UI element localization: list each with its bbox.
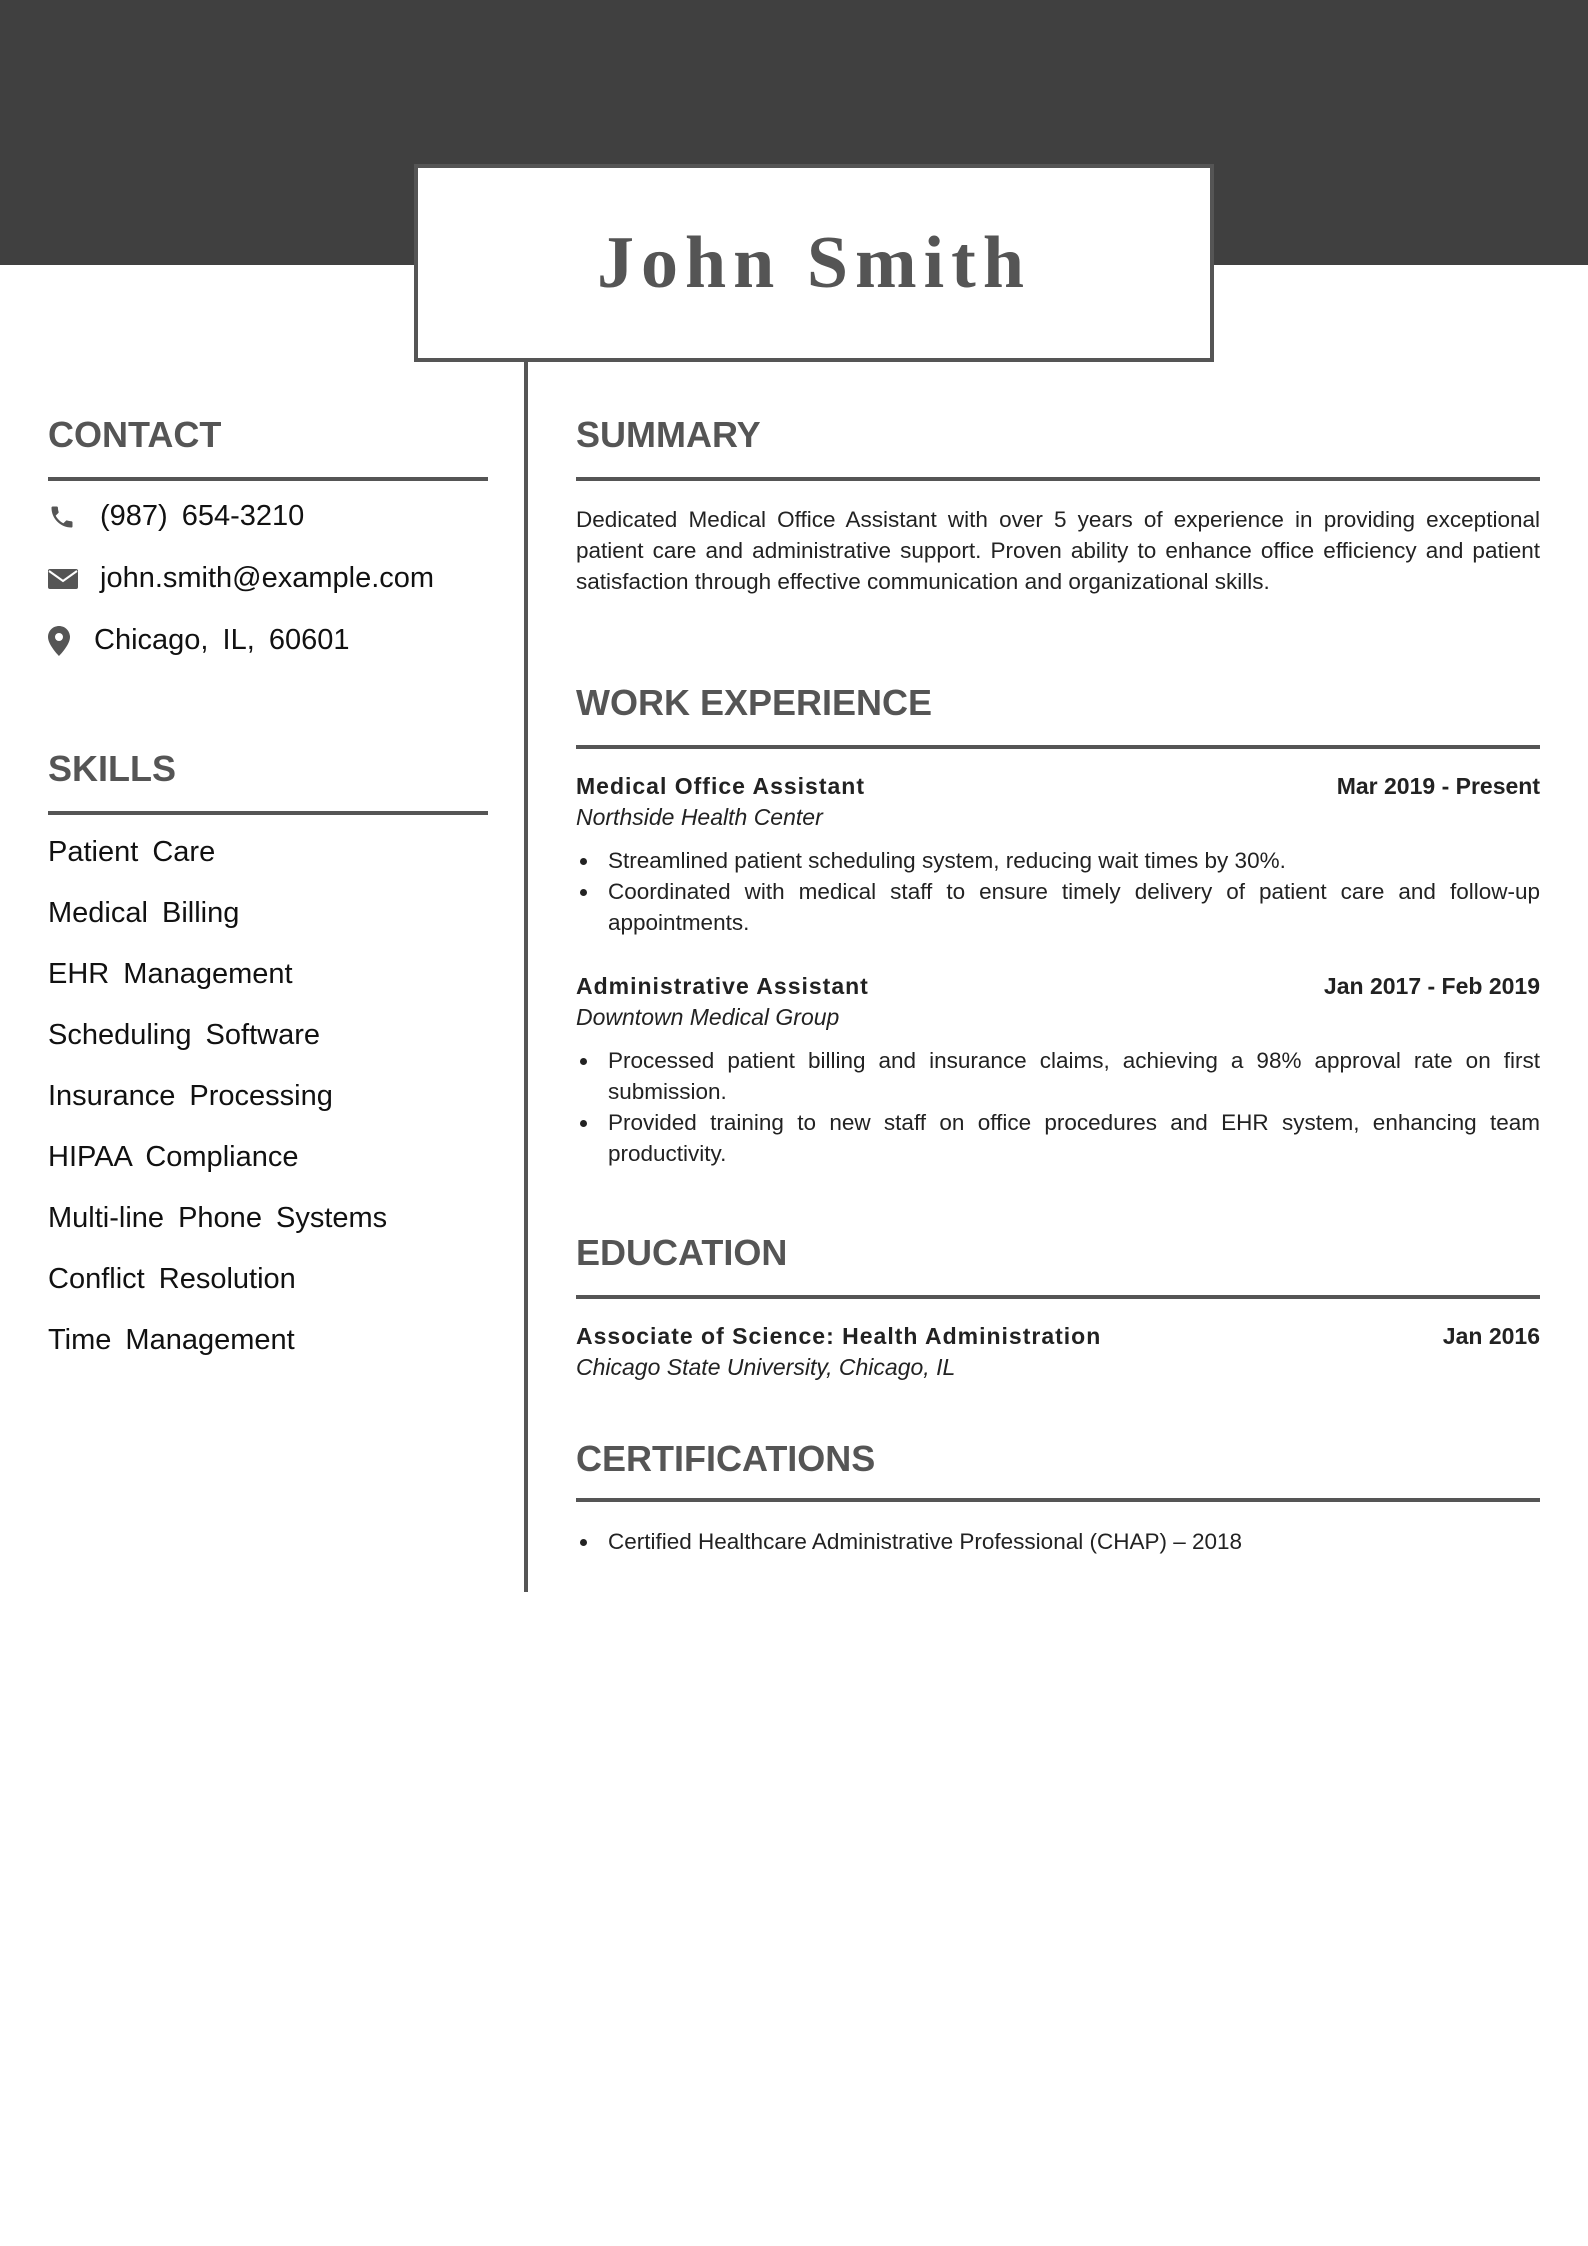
job-dates: Mar 2019 - Present bbox=[1336, 773, 1540, 799]
skills-heading: SKILLS bbox=[48, 748, 177, 789]
degree-date: Jan 2016 bbox=[1442, 1323, 1540, 1349]
map-pin-icon bbox=[48, 626, 94, 656]
certifications-heading: CERTIFICATIONS bbox=[576, 1438, 876, 1479]
skills-rule bbox=[48, 811, 488, 815]
job-bullet: Streamlined patient scheduling system, reducing wait times by 30%. bbox=[576, 845, 1540, 876]
name-box bbox=[414, 164, 1214, 362]
experience-rule bbox=[576, 745, 1540, 749]
contact-phone[interactable]: (987) 654-3210 bbox=[100, 500, 305, 532]
skill-item: Conflict Resolution bbox=[48, 1263, 296, 1295]
skill-item: Medical Billing bbox=[48, 897, 240, 929]
summary-heading: SUMMARY bbox=[576, 414, 761, 455]
job-bullets bbox=[576, 1045, 1540, 1169]
contact-phone-row bbox=[48, 500, 304, 533]
skill-item: HIPAA Compliance bbox=[48, 1141, 299, 1173]
job-bullet: Processed patient billing and insurance claims, achieving a 98% approval rate on first submission. bbox=[576, 1045, 1540, 1107]
contact-rule bbox=[48, 477, 488, 481]
education-rule bbox=[576, 1295, 1540, 1299]
job-organization: Northside Health Center bbox=[576, 804, 823, 830]
contact-heading: CONTACT bbox=[48, 414, 222, 455]
candidate-name: John Smith bbox=[597, 221, 1031, 304]
job-bullet: Coordinated with medical staff to ensure timely delivery of patient care and follow-up appointments. bbox=[576, 876, 1540, 938]
summary-text: Dedicated Medical Office Assistant with over 5 years of experience in providing exceptional patient care and administrative support. Proven ability to enhance office efficiency and patient satisfaction through effective communication and organizational skills. bbox=[576, 507, 1540, 594]
experience-heading: WORK EXPERIENCE bbox=[576, 682, 933, 723]
job-bullets bbox=[576, 845, 1540, 938]
skill-item: Scheduling Software bbox=[48, 1019, 320, 1051]
education-heading: EDUCATION bbox=[576, 1232, 788, 1273]
skill-item: Patient Care bbox=[48, 836, 216, 868]
certifications-rule bbox=[576, 1498, 1540, 1502]
contact-email-row bbox=[48, 562, 434, 595]
certification-item: Certified Healthcare Administrative Professional (CHAP) – 2018 bbox=[576, 1526, 1540, 1557]
job-dates: Jan 2017 - Feb 2019 bbox=[1323, 973, 1540, 999]
job-title: Medical Office Assistant bbox=[576, 773, 866, 799]
skill-item: Multi-line Phone Systems bbox=[48, 1202, 388, 1234]
skill-item: EHR Management bbox=[48, 958, 293, 990]
contact-location-row bbox=[48, 624, 349, 657]
column-divider bbox=[524, 362, 528, 1592]
contact-email[interactable]: john.smith@example.com bbox=[100, 562, 435, 594]
contact-location: Chicago, IL, 60601 bbox=[94, 624, 350, 656]
job-bullet: Provided training to new staff on office procedures and EHR system, enhancing team productivity. bbox=[576, 1107, 1540, 1169]
summary-rule bbox=[576, 477, 1540, 481]
job-organization: Downtown Medical Group bbox=[576, 1004, 840, 1030]
envelope-icon bbox=[48, 567, 100, 591]
skill-item: Insurance Processing bbox=[48, 1080, 333, 1112]
phone-icon bbox=[48, 503, 100, 531]
degree-title: Associate of Science: Health Administration bbox=[576, 1323, 1102, 1349]
skill-item: Time Management bbox=[48, 1324, 295, 1356]
job-title: Administrative Assistant bbox=[576, 973, 869, 999]
certification-list bbox=[576, 1526, 1540, 1557]
school-name: Chicago State University, Chicago, IL bbox=[576, 1354, 956, 1380]
